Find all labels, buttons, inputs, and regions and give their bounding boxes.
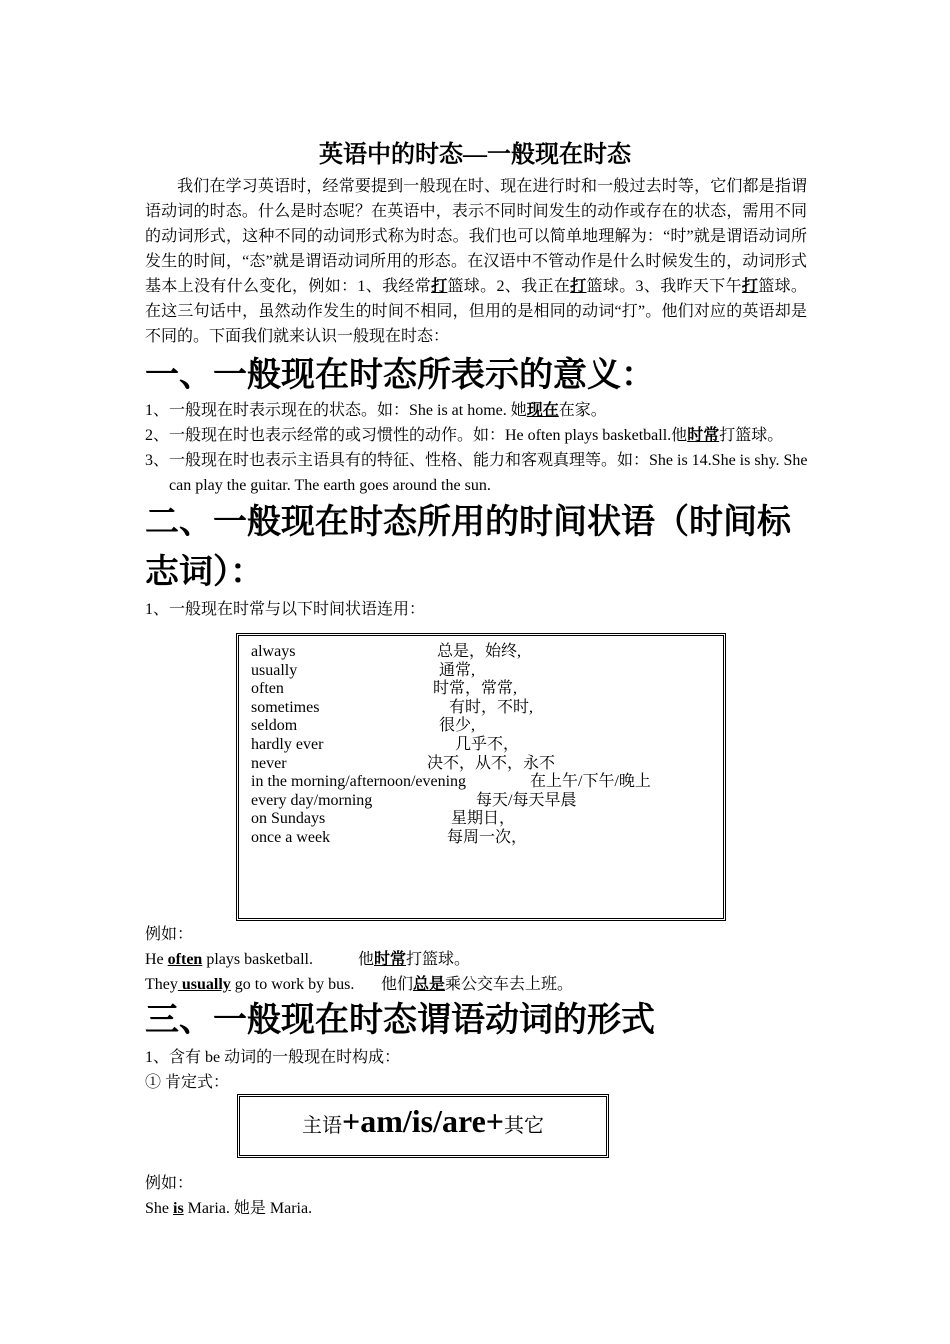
section3-example-label: 例如： bbox=[145, 1175, 194, 1192]
section3-heading: 三、一般现在时态谓语动词的形式 bbox=[145, 1002, 655, 1039]
time-word-en: once a week bbox=[251, 829, 331, 846]
time-word-en: usually bbox=[251, 661, 298, 679]
example-sentence-2 bbox=[145, 972, 354, 997]
example-text: 他们 bbox=[381, 976, 414, 993]
item-text: 2、一般现在时也表示经常的或习惯性的动作。如：He often plays basketball.他 bbox=[145, 427, 688, 444]
page-title: 英语中的时态—一般现在时态 bbox=[319, 142, 631, 168]
underlined-word: is bbox=[173, 1200, 184, 1217]
section1-item-3: 3、一般现在时也表示主语具有的特征、性格、能力和客观真理等。如：She is 14.She is shy. She can play the guitar. The earth goes around the sun. bbox=[145, 452, 808, 494]
time-word-zh: 星期日， bbox=[451, 810, 516, 828]
time-word-zh: 总是，始终, bbox=[437, 643, 522, 660]
section1-item-1 bbox=[145, 398, 607, 423]
underlined-verb: 打 bbox=[431, 278, 448, 295]
time-word-en: always bbox=[251, 643, 296, 660]
underlined-verb: 打 bbox=[741, 278, 759, 295]
example-sentence-1 bbox=[145, 947, 313, 972]
time-word-en: seldom bbox=[251, 717, 298, 735]
formula-subject: 主语 bbox=[301, 1115, 342, 1137]
time-word-en: sometimes bbox=[251, 698, 320, 716]
underlined-word: 时常 bbox=[687, 427, 720, 444]
time-word-zh: 几乎不， bbox=[455, 736, 520, 753]
time-word-en: never bbox=[251, 754, 287, 772]
example-translation-2 bbox=[381, 972, 573, 997]
time-word-zh: 每周一次， bbox=[447, 829, 528, 846]
formula-be-verbs: +am/is/are+ bbox=[341, 1103, 505, 1139]
intro-text-4: 篮球。在这三句话中，虽然动作发生的时间不相同，但用的是相同的动词“打”。他们对应的英语却是不同的。下面我们就来认识一般现在时态： bbox=[145, 278, 807, 345]
intro-text-2: 篮球。2、我正在 bbox=[447, 278, 571, 295]
time-word-en: on Sundays bbox=[251, 810, 326, 828]
intro-text-1: 我们在学习英语时，经常要提到一般现在时、现在进行时和一般过去时等，它们都是指谓语动词的时态。什么是时态呢？在英语中，表示不同时间发生的动作或存在的状态，需用不同的动词形式，这种不同的动词形式称为时态。我们也可以简单地理解为：“时”就是谓语动词所发生的时间，“态”就是谓语动词所用的形态。在汉语中不管动作是什么时候发生的，动词形式基本上没有什么变化，例如：1、我经常 bbox=[145, 178, 807, 295]
section2-heading-line1: 二、一般现在时态所用的时间状语（时间标 bbox=[145, 504, 791, 541]
section1-item-2 bbox=[145, 423, 783, 448]
time-word-zh: 在上午/下午/晚上 bbox=[530, 773, 651, 791]
item-text: 1、一般现在时表示现在的状态。如：She is at home. 她 bbox=[145, 402, 527, 419]
underlined-word: often bbox=[167, 951, 203, 968]
example-text: go to work by bus. bbox=[230, 976, 355, 993]
section3-example-sentence bbox=[145, 1196, 312, 1221]
time-word-zh: 通常, bbox=[439, 661, 476, 679]
time-word-zh: 有时，不时, bbox=[449, 698, 534, 716]
time-word-zh: 很少, bbox=[439, 717, 476, 735]
time-word-zh: 决不，从不，永不 bbox=[427, 754, 556, 772]
section2-heading-line2: 志词）： bbox=[145, 554, 264, 591]
time-word-en: every day/morning bbox=[251, 791, 373, 809]
section1-heading: 一、一般现在时态所表示的意义： bbox=[145, 357, 655, 394]
time-word-en: in the morning/afternoon/evening bbox=[251, 773, 467, 791]
example-text: They bbox=[145, 976, 178, 993]
example-text: 他 bbox=[358, 951, 375, 968]
item-text: 打篮球。 bbox=[719, 427, 784, 444]
section2-intro: 1、一般现在时常与以下时间状语连用： bbox=[145, 601, 426, 618]
example-text: She bbox=[145, 1200, 173, 1217]
item-text: 在家。 bbox=[558, 402, 607, 419]
intro-paragraph bbox=[145, 174, 807, 349]
time-word-zh: 每天/每天早晨 bbox=[476, 791, 577, 809]
underlined-word: 时常 bbox=[374, 951, 407, 968]
time-word-en: hardly ever bbox=[251, 736, 324, 753]
example-text: He bbox=[145, 951, 168, 968]
underlined-word: 现在 bbox=[526, 402, 559, 419]
intro-text-3: 篮球。3、我昨天下午 bbox=[586, 278, 742, 295]
example-text: Maria. 她是 Maria. bbox=[183, 1200, 313, 1217]
underlined-word: usually bbox=[177, 976, 231, 993]
underlined-word: 总是 bbox=[413, 976, 446, 993]
example-translation-1 bbox=[358, 947, 470, 972]
section3-sub1: 1、含有 be 动词的一般现在时构成： bbox=[145, 1049, 401, 1066]
example-text: plays basketball. bbox=[202, 951, 313, 968]
formula-box bbox=[237, 1094, 609, 1158]
example-text: 打篮球。 bbox=[406, 951, 471, 968]
example-label: 例如： bbox=[145, 926, 194, 943]
section3-sub2: ① 肯定式： bbox=[145, 1074, 230, 1091]
time-word-zh: 时常，常常, bbox=[433, 680, 518, 698]
underlined-verb: 打 bbox=[570, 278, 587, 295]
example-text: 乘公交车去上班。 bbox=[445, 976, 574, 993]
time-word-en: often bbox=[251, 680, 284, 698]
formula-rest: 其它 bbox=[504, 1115, 545, 1137]
